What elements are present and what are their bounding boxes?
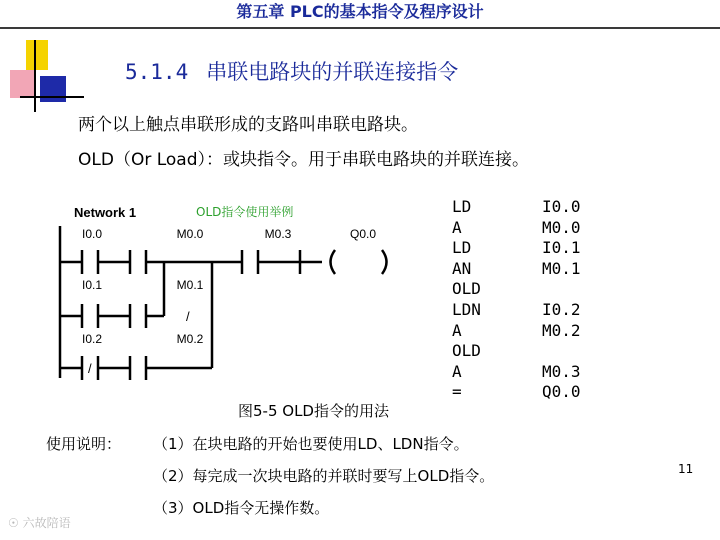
instruction-row bbox=[452, 362, 602, 383]
contact-label-m01: M0.1 bbox=[176, 278, 204, 292]
ladder-diagram bbox=[52, 196, 397, 386]
ladder-annotation: OLD指令使用举例 bbox=[196, 205, 294, 219]
section-number: 5.1.4 bbox=[125, 60, 189, 84]
instruction-operand bbox=[542, 341, 602, 362]
instruction-op: AN bbox=[452, 258, 472, 278]
section-title-text: 串联电路块的并联连接指令 bbox=[206, 60, 459, 84]
instruction-op: A bbox=[452, 320, 462, 340]
instruction-operand bbox=[542, 279, 602, 300]
instruction-operand: Q0.0 bbox=[542, 382, 581, 402]
instruction-operand: I0.0 bbox=[542, 197, 581, 216]
instruction-row bbox=[452, 238, 602, 259]
instruction-operand: I0.1 bbox=[542, 238, 581, 258]
instruction-op: LDN bbox=[452, 299, 481, 319]
instruction-row bbox=[452, 279, 602, 300]
instruction-op: OLD bbox=[452, 279, 481, 299]
instruction-op: LD bbox=[452, 197, 472, 216]
instruction-row bbox=[452, 218, 602, 239]
instruction-row bbox=[452, 259, 602, 280]
contact-label-i01: I0.1 bbox=[81, 278, 103, 292]
instruction-op: = bbox=[452, 382, 462, 402]
watermark-text: 六故陪语 bbox=[22, 516, 71, 530]
instruction-row bbox=[452, 321, 602, 342]
instruction-operand: I0.2 bbox=[542, 299, 581, 319]
header-divider bbox=[0, 27, 720, 29]
instruction-operand: M0.2 bbox=[542, 320, 581, 340]
instruction-row bbox=[452, 300, 602, 321]
network-label: Network 1 bbox=[74, 205, 137, 220]
instruction-operand: M0.0 bbox=[542, 217, 581, 237]
instruction-list bbox=[452, 197, 602, 403]
usage-item: （1）在块电路的开始也要使用LD、LDN指令。 bbox=[153, 435, 469, 453]
page-number: 11 bbox=[678, 462, 694, 476]
contact-label-i00: I0.0 bbox=[81, 227, 103, 241]
watermark-logo-icon: ☉ bbox=[8, 516, 23, 530]
negation-mark-m01: / bbox=[186, 309, 190, 324]
ladder-wiring bbox=[60, 250, 387, 380]
negation-mark-i02: / bbox=[88, 361, 92, 376]
instruction-op: A bbox=[452, 217, 462, 237]
instruction-operand: M0.3 bbox=[542, 361, 581, 381]
paragraph-old-description: OLD（Or Load）：或块指令。用于串联电路块的并联连接。 bbox=[78, 150, 529, 170]
instruction-row bbox=[452, 382, 602, 403]
coil-label-q00: Q0.0 bbox=[349, 227, 377, 241]
instruction-op: OLD bbox=[452, 341, 481, 361]
section-title bbox=[125, 56, 458, 86]
instruction-row bbox=[452, 341, 602, 362]
usage-label: 使用说明： bbox=[46, 435, 122, 453]
paragraph-definition: 两个以上触点串联形成的支路叫串联电路块。 bbox=[78, 115, 418, 135]
instruction-op: LD bbox=[452, 238, 472, 258]
instruction-operand: M0.1 bbox=[542, 258, 581, 278]
instruction-op: A bbox=[452, 361, 462, 381]
contact-label-m03: M0.3 bbox=[264, 227, 292, 241]
usage-item: （2）每完成一次块电路的并联时要写上OLD指令。 bbox=[153, 467, 495, 485]
contact-label-m02: M0.2 bbox=[176, 332, 204, 346]
chapter-title: 第五章 PLC的基本指令及程序设计 bbox=[236, 2, 484, 21]
instruction-row bbox=[452, 197, 602, 218]
watermark bbox=[8, 514, 71, 531]
figure-caption: 图5-5 OLD指令的用法 bbox=[238, 402, 389, 420]
usage-item: （3）OLD指令无操作数。 bbox=[153, 499, 330, 517]
contact-label-i02: I0.2 bbox=[81, 332, 103, 346]
contact-label-m00: M0.0 bbox=[176, 227, 204, 241]
